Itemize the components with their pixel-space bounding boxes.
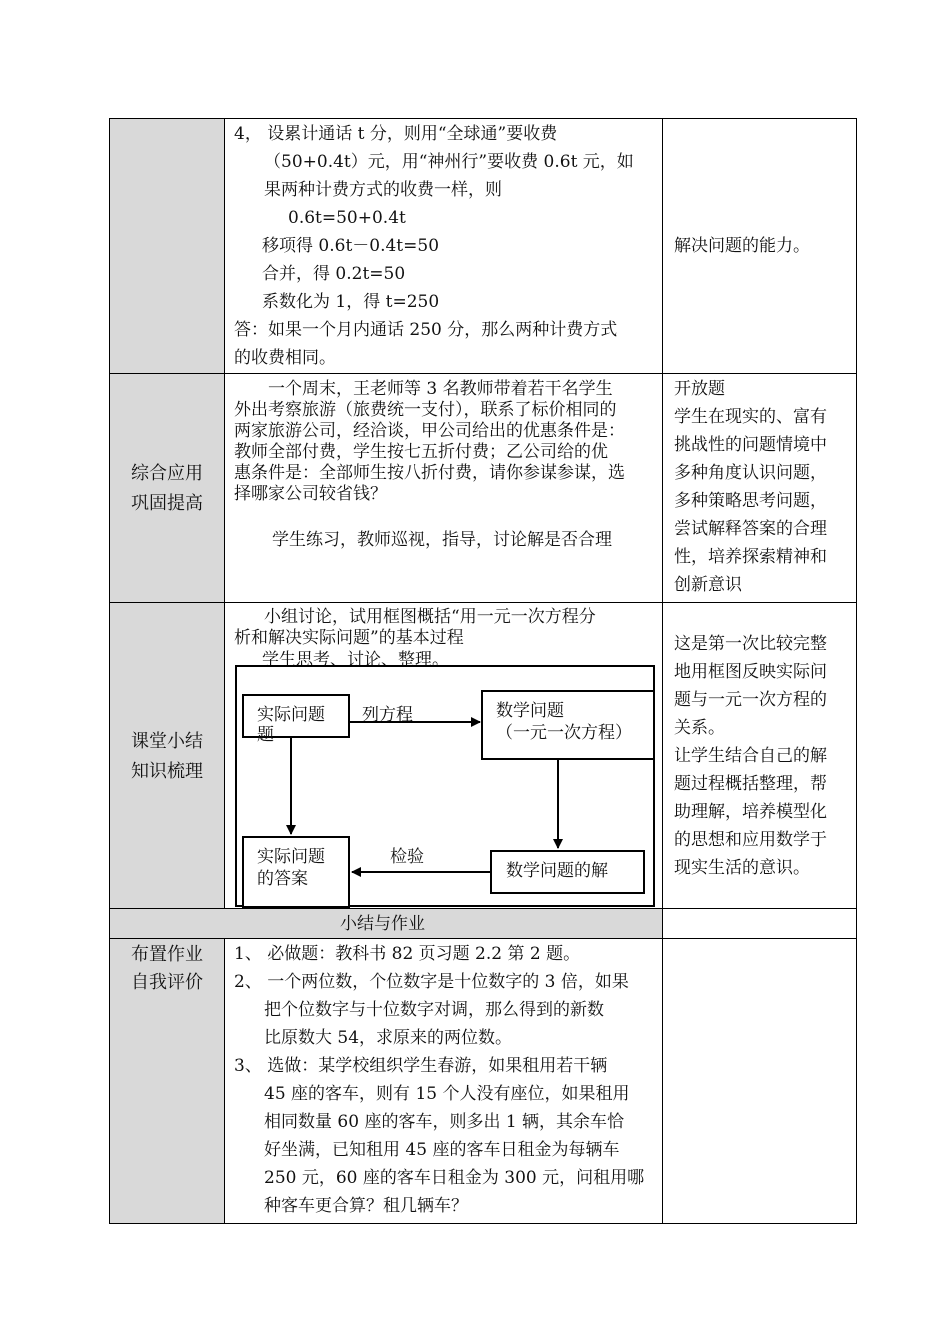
- s3-note-7: 助理解，培养模型化: [674, 802, 827, 822]
- flow-box1-line1: 实际问题: [257, 705, 325, 725]
- s5-label-2: 自我评价: [131, 972, 203, 993]
- s3-line-3: 学生思考、讨论、整理。: [262, 650, 449, 670]
- s2-note-2: 学生在现实的、富有: [674, 407, 827, 427]
- flow-box1-line2: 题: [257, 725, 274, 745]
- flow-box2-line1: 数学问题: [496, 701, 564, 721]
- s2-line-2: 外出考察旅游（旅费统一支付），联系了标价相同的: [234, 400, 617, 420]
- s3-note-9: 现实生活的意识。: [674, 858, 810, 878]
- flow-box4-text: 数学问题的解: [506, 861, 608, 881]
- s5-line-2: 2、 一个两位数，个位数字是十位数字的 3 倍，如果: [234, 972, 629, 992]
- s1-line-2: （50+0.4t）元，用“神州行”要收费 0.6t 元，如: [264, 152, 634, 172]
- flow-box2-line2: （一元一次方程）: [496, 723, 632, 743]
- s2-note-7: 性，培养探索精神和: [674, 547, 827, 567]
- s3-note-8: 的思想和应用数学于: [674, 830, 827, 850]
- s5-line-6: 45 座的客车，则有 15 个人没有座位，如果租用: [264, 1084, 630, 1104]
- s2-note-6: 尝试解释答案的合理: [674, 519, 827, 539]
- s2-note-5: 多种策略思考问题，: [674, 491, 827, 511]
- s1-line-5: 移项得 0.6t－0.4t=50: [262, 236, 440, 256]
- s1-line-6: 合并，得 0.2t=50: [262, 264, 406, 284]
- s2-note-1: 开放题: [674, 379, 725, 399]
- s3-note-5: 让学生结合自己的解: [674, 746, 827, 766]
- s2-label-2: 巩固提高: [131, 493, 203, 514]
- s5-line-7: 相同数量 60 座的客车，则多出 1 辆，其余车恰: [264, 1112, 625, 1132]
- s3-note-1: 这是第一次比较完整: [674, 634, 827, 654]
- s3-line-2: 析和解决实际问题”的基本过程: [234, 628, 464, 648]
- s3-line-1: 小组讨论，试用框图概括“用一元一次方程分: [264, 607, 596, 627]
- s3-label-1: 课堂小结: [131, 731, 203, 752]
- s3-label-2: 知识梳理: [131, 761, 203, 782]
- s2-line-3: 两家旅游公司，经洽谈，甲公司给出的优惠条件是：: [234, 421, 625, 441]
- flow-arrow2-label: 检验: [390, 847, 424, 867]
- s3-note-4: 关系。: [674, 718, 725, 738]
- s5-line-3: 把个位数字与十位数字对调，那么得到的新数: [264, 1000, 604, 1020]
- s5-line-8: 好坐满，已知租用 45 座的客车日租金为每辆车: [264, 1140, 620, 1160]
- s2-line-6: 择哪家公司较省钱？: [234, 484, 387, 504]
- s5-line-1: 1、 必做题：教科书 82 页习题 2.2 第 2 题。: [234, 944, 581, 964]
- flow-arrow1-label: 列方程: [362, 705, 413, 725]
- s1-line-1: 4， 设累计通话 t 分，则用“全球通”要收费: [234, 124, 558, 144]
- s5-line-4: 比原数大 54，求原来的两位数。: [264, 1028, 513, 1048]
- s2-note-3: 挑战性的问题情境中: [674, 435, 827, 455]
- s5-line-5: 3、 选做：某学校组织学生春游，如果租用若干辆: [234, 1056, 608, 1076]
- s3-note-6: 题过程概括整理，帮: [674, 774, 827, 794]
- flow-box3-line2: 的答案: [257, 869, 308, 889]
- s3-note-2: 地用框图反映实际问: [674, 662, 827, 682]
- s1-line-4: 0.6t=50+0.4t: [288, 208, 406, 228]
- s2-label-1: 综合应用: [131, 463, 203, 484]
- s2-note-4: 多种角度认识问题，: [674, 463, 827, 483]
- s2-line-5: 惠条件是：全部师生按八折付费，请你参谋参谋，选: [234, 463, 625, 483]
- s1-line-8: 答：如果一个月内通话 250 分，那么两种计费方式: [234, 320, 618, 340]
- s2-line-4: 教师全部付费，学生按七五折付费；乙公司给的优: [234, 442, 608, 462]
- s5-label-1: 布置作业: [131, 944, 203, 965]
- s1-line-9: 的收费相同。: [234, 348, 336, 368]
- summary-header: 小结与作业: [340, 914, 425, 934]
- s1-line-3: 果两种计费方式的收费一样，则: [264, 180, 502, 200]
- s2-practice: 学生练习，教师巡视，指导，讨论解是否合理: [272, 530, 612, 550]
- s2-line-1: 一个周末，王老师等 3 名教师带着若干名学生: [268, 379, 613, 399]
- s2-note-8: 创新意识: [674, 575, 742, 595]
- s1-line-7: 系数化为 1，得 t=250: [262, 292, 440, 312]
- s3-note-3: 题与一元一次方程的: [674, 690, 827, 710]
- s1-note: 解决问题的能力。: [674, 236, 810, 256]
- s5-line-9: 250 元，60 座的客车日租金为 300 元，问租用哪: [264, 1168, 645, 1188]
- flow-box3-line1: 实际问题: [257, 847, 325, 867]
- s5-line-10: 种客车更合算？租几辆车？: [264, 1196, 468, 1216]
